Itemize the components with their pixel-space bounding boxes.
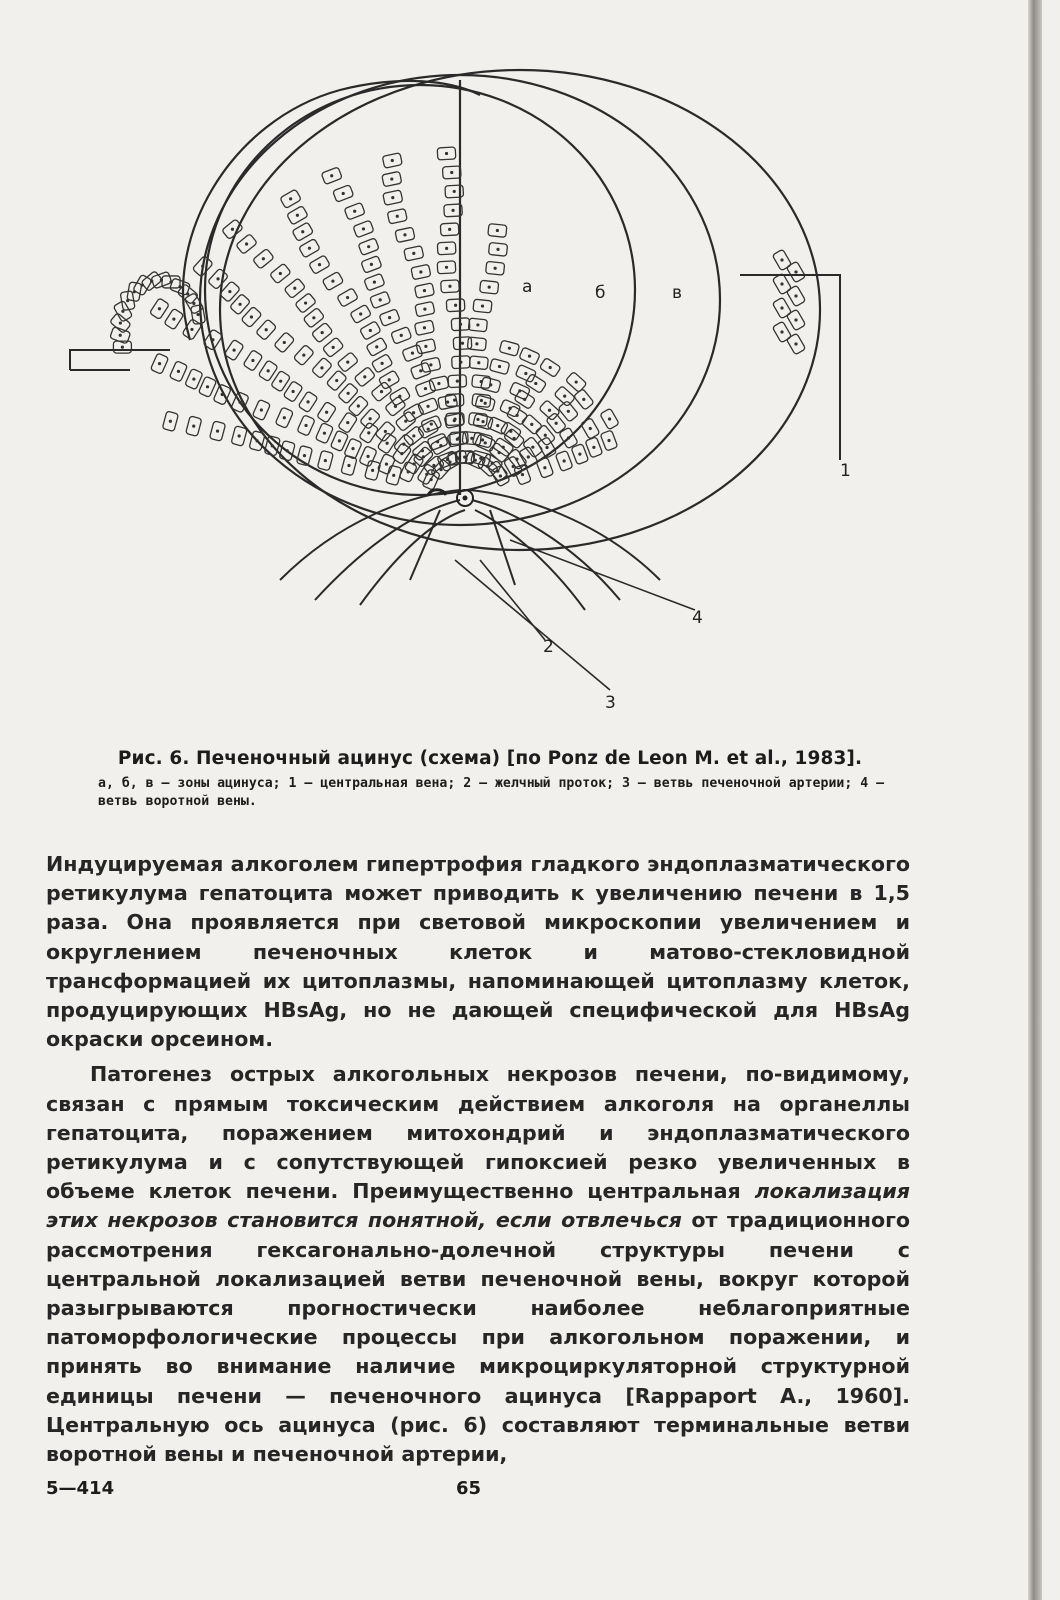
hepatocyte-nucleus: [283, 416, 286, 419]
hepatocyte-nucleus: [794, 318, 797, 321]
hepatocyte-nucleus: [780, 330, 783, 333]
hepatocyte-nucleus: [411, 351, 414, 354]
hepatocyte-nucleus: [392, 474, 395, 477]
central-vein-dot: [463, 496, 468, 501]
hepatocyte-nucleus: [424, 345, 427, 348]
hepatocyte-nucleus: [424, 387, 427, 390]
caption-legend: а, б, в — зоны ацинуса; 1 — центральная вена; 2 — желчный проток; 3 — ветвь печеночной артерии; 4 — ветвь воротной вены.: [98, 776, 885, 809]
hepatocyte-nucleus: [445, 266, 448, 269]
hepatocyte-nucleus: [385, 462, 388, 465]
hepatocyte-nucleus: [496, 248, 499, 251]
hepatocyte-nucleus: [320, 366, 323, 369]
hepatocyte-nucleus: [186, 292, 189, 295]
hepatocyte-nucleus: [308, 247, 311, 250]
hepatocyte-nucleus: [391, 159, 394, 162]
hepatocyte-nucleus: [607, 439, 610, 442]
hepatocyte-nucleus: [515, 414, 518, 417]
hepatocyte-nucleus: [279, 380, 282, 383]
caption-title: Рис. 6. Печеночный ацинус (схема) [по Ponz de Leon M. et al., 1983].: [117, 748, 863, 769]
hepatocyte-nucleus: [567, 436, 570, 439]
hepatocyte-nucleus: [347, 464, 350, 467]
hepatocyte-nucleus: [391, 196, 394, 199]
hepatocyte-nucleus: [318, 263, 321, 266]
hepatocyte-nucleus: [578, 453, 581, 456]
hepatocyte-nucleus: [346, 421, 349, 424]
hepatocyte-nucleus: [271, 444, 274, 447]
hepatocyte-nucleus: [530, 423, 533, 426]
hepatocyte-nucleus: [228, 290, 231, 293]
hepatocyte-nucleus: [484, 402, 487, 405]
hepatocyte-nucleus: [456, 380, 459, 383]
hepatocyte-nucleus: [342, 192, 345, 195]
number-label-4: 4: [692, 608, 703, 628]
hepatocyte-nucleus: [201, 265, 204, 268]
acinus-diagram: [40, 40, 940, 740]
hepatocyte-nucleus: [330, 174, 333, 177]
hepatocyte-nucleus: [347, 392, 350, 395]
hepatocyte-nucleus: [545, 446, 548, 449]
hepatocyte-nucleus: [177, 370, 180, 373]
hepatocyte-nucleus: [369, 417, 372, 420]
hepatocyte-nucleus: [211, 338, 214, 341]
zone-label-a: а: [522, 277, 533, 297]
number-label-3: 3: [605, 693, 616, 713]
hepatocyte-nucleus: [192, 302, 195, 305]
page-number: 65: [456, 1478, 482, 1499]
hepatocyte-nucleus: [534, 382, 537, 385]
printer-signature: 5—414: [46, 1478, 115, 1499]
hepatocyte-nucleus: [527, 455, 530, 458]
hepatocyte-nucleus: [262, 257, 265, 260]
hepatocyte-nucleus: [543, 466, 546, 469]
hepatocyte-nucleus: [331, 279, 334, 282]
hepatocyte-nucleus: [192, 377, 195, 380]
paragraph-2-start: Патогенез острых алкогольных некрозов печени, по-видимому, связан с прямым токсическим действием алкоголя на органеллы гепатоцита, поражением митохондрий и эндоплазматического ретикулума и с сопутствующей гипоксией резко увеличенных в объеме клеток печени. Преимущественно центральная: [46, 1062, 910, 1204]
hepatocyte-nucleus: [238, 401, 241, 404]
hepatocyte-nucleus: [251, 359, 254, 362]
hepatocyte-nucleus: [293, 287, 296, 290]
hepatocyte-nucleus: [549, 366, 552, 369]
hepatocyte-nucleus: [437, 382, 440, 385]
hepatocyte-nucleus: [238, 303, 241, 306]
hepatocyte-nucleus: [206, 385, 209, 388]
hepatocyte-nucleus: [279, 272, 282, 275]
hepatocyte-nucleus: [172, 317, 175, 320]
hepatocyte-nucleus: [794, 270, 797, 273]
hepatocyte-nucleus: [400, 334, 403, 337]
hepatocyte-nucleus: [381, 362, 384, 365]
zone-label-b: б: [595, 283, 606, 303]
hepatocyte-nucleus: [508, 347, 511, 350]
hepatocyte-nucleus: [216, 277, 219, 280]
hepatocyte-nucleus: [403, 233, 406, 236]
hepatocyte-nucleus: [412, 252, 415, 255]
hepatocyte-nucleus: [575, 380, 578, 383]
hepatocyte-nucleus: [370, 263, 373, 266]
hepatocyte-nucleus: [454, 304, 457, 307]
hepatocyte-nucleus: [582, 398, 585, 401]
hepatocyte-nucleus: [563, 459, 566, 462]
hepatocyte-nucleus: [232, 349, 235, 352]
hepatocyte-nucleus: [412, 411, 415, 414]
hepatocyte-nucleus: [256, 439, 259, 442]
hepatocyte-nucleus: [121, 346, 124, 349]
hepatocyte-nucleus: [432, 464, 435, 467]
hepatocyte-nucleus: [498, 365, 501, 368]
hepatocyte-nucleus: [119, 321, 122, 324]
hepatocyte-nucleus: [476, 323, 479, 326]
hepatocyte-nucleus: [119, 334, 122, 337]
number-label-1: 1: [840, 461, 851, 481]
hepatocyte-nucleus: [158, 307, 161, 310]
hepatocyte-nucleus: [388, 378, 391, 381]
hepatocyte-nucleus: [548, 409, 551, 412]
hepatocyte-nucleus: [453, 418, 456, 421]
hepatocyte-nucleus: [192, 425, 195, 428]
hepatocyte-nucleus: [794, 294, 797, 297]
hepatocyte-nucleus: [489, 383, 492, 386]
hepatocyte-nucleus: [445, 247, 448, 250]
paragraph-2: [46, 1060, 910, 1469]
hepatocyte-nucleus: [476, 418, 479, 421]
hepatocyte-nucleus: [461, 342, 464, 345]
hepatocyte-nucleus: [231, 228, 234, 231]
hepatocyte-nucleus: [221, 393, 224, 396]
hepatocyte-nucleus: [396, 215, 399, 218]
hepatocyte-nucleus: [474, 459, 477, 462]
hepatocyte-nucleus: [499, 474, 502, 477]
hepatocyte-nucleus: [780, 306, 783, 309]
hepatocyte-nucleus: [346, 296, 349, 299]
hepatocyte-nucleus: [351, 447, 354, 450]
hepatocyte-nucleus: [453, 190, 456, 193]
hepatocyte-nucleus: [363, 375, 366, 378]
hepatocyte-nucleus: [457, 436, 460, 439]
hepatocyte-nucleus: [448, 285, 451, 288]
hepatocyte-nucleus: [296, 214, 299, 217]
hepatocyte-nucleus: [289, 197, 292, 200]
hepatocyte-nucleus: [445, 152, 448, 155]
hepatocyte-nucleus: [496, 424, 499, 427]
hepatocyte-nucleus: [531, 446, 534, 449]
hepatocyte-nucleus: [481, 304, 484, 307]
hepatocyte-nucleus: [323, 432, 326, 435]
hepatocyte-nucleus: [521, 473, 524, 476]
hepatocyte-nucleus: [453, 399, 456, 402]
hepatocyte-nucleus: [245, 242, 248, 245]
hepatocyte-nucleus: [367, 431, 370, 434]
hepatocyte-nucleus: [563, 395, 566, 398]
hepatocyte-nucleus: [421, 449, 424, 452]
hepatocyte-nucleus: [451, 209, 454, 212]
hepatocyte-nucleus: [390, 177, 393, 180]
hepatocyte-nucleus: [338, 439, 341, 442]
hepatocyte-nucleus: [427, 428, 430, 431]
figure-caption: [80, 748, 900, 811]
hepatocyte-nucleus: [426, 405, 429, 408]
hepatocyte-nucleus: [480, 399, 483, 402]
hepatocyte-nucleus: [523, 398, 526, 401]
hepatocyte-nucleus: [169, 420, 172, 423]
hepatocyte-nucleus: [366, 455, 369, 458]
hepatocyte-nucleus: [423, 326, 426, 329]
hepatocyte-nucleus: [312, 316, 315, 319]
hepatocyte-nucleus: [369, 329, 372, 332]
hepatocyte-nucleus: [484, 441, 487, 444]
hepatocyte-nucleus: [589, 427, 592, 430]
number-label-2: 2: [543, 637, 554, 657]
hepatocyte-nucleus: [267, 369, 270, 372]
hepatocyte-nucleus: [386, 442, 389, 445]
right-connector: [740, 275, 840, 460]
hepatocyte-nucleus: [291, 390, 294, 393]
zone-label-v: в: [672, 283, 683, 303]
hepatocyte-nucleus: [512, 465, 515, 468]
hepatocyte-nucleus: [216, 429, 219, 432]
leader-4: [510, 540, 695, 610]
hepatocyte-nucleus: [304, 424, 307, 427]
hepatocyte-nucleus: [544, 434, 547, 437]
hepatocyte-nucleus: [494, 267, 497, 270]
hepatocyte-nucleus: [567, 410, 570, 413]
hepatocyte-nucleus: [412, 434, 415, 437]
hepatocyte-nucleus: [286, 449, 289, 452]
acinus-figure: [40, 40, 940, 740]
hepatocyte-nucleus: [592, 446, 595, 449]
paragraph-1: Индуцируемая алкоголем гипертрофия гладкого эндоплазматического ретикулума гепатоцита может приводить к увеличению печени в 1,5 раза. Она проявляется при световой микроскопии увеличением и округлением печеночных клеток и матово-стекловидной трансформацией их цитоплазмы, напоминающей цитоплазму клеток, продуцирующих HBsAg, но не дающей специфической для HBsAg окраски орсеином.: [46, 852, 910, 1052]
hepatocyte-nucleus: [555, 422, 558, 425]
hepatocyte-nucleus: [367, 245, 370, 248]
hepatocyte-nucleus: [513, 437, 516, 440]
hepatocyte-nucleus: [423, 308, 426, 311]
hepatocyte-nucleus: [388, 316, 391, 319]
hepatocyte-nucleus: [325, 411, 328, 414]
hepatocyte-nucleus: [335, 379, 338, 382]
hepatocyte-nucleus: [306, 400, 309, 403]
acinus-outer-boundary: [220, 70, 820, 550]
hepatocyte-nucleus: [238, 434, 241, 437]
hepatocyte-nucleus: [332, 346, 335, 349]
hepatocyte-nucleus: [260, 408, 263, 411]
hepatocyte-nucleus: [780, 258, 783, 261]
hepatocyte-nucleus: [353, 210, 356, 213]
hepatocyte-nucleus: [608, 417, 611, 420]
hepatocyte-nucleus: [357, 404, 360, 407]
vessel-left-outer: [280, 490, 460, 580]
hepatocyte-nucleus: [446, 400, 449, 403]
hepatocyte-nucleus: [371, 469, 374, 472]
hepatocyte-nucleus: [481, 438, 484, 441]
hepatocyte-nucleus: [413, 462, 416, 465]
hepatocyte-nucleus: [436, 440, 439, 443]
hepatocyte-nucleus: [419, 270, 422, 273]
hepatocyte-nucleus: [459, 323, 462, 326]
paragraph-2-end: от традиционного рассмотрения гексагонально-долечной структуры печени с центральной локализацией ветви печеночной вены, вокруг которой разыгрываются прогностически наиболее неблагоприятные патоморфологические процессы при алкогольном поражении, и принять во внимание наличие микроциркуляторной структурной единицы печени — печеночного ацинуса [Rappaport A., 1960]. Центральную ось ацинуса (рис. 6) составляют терминальные ветви воротной вены и печеночной артерии,: [46, 1208, 910, 1467]
paragraph-2-italic: локализация этих некрозов становится понятной, если отвлечься: [46, 1179, 910, 1233]
hepatocyte-nucleus: [375, 345, 378, 348]
hepatocyte-nucleus: [430, 422, 433, 425]
hepatocyte-nucleus: [419, 369, 422, 372]
hepatocyte-nucleus: [380, 390, 383, 393]
hepatocyte-nucleus: [190, 328, 193, 331]
hepatocyte-nucleus: [373, 281, 376, 284]
hepatocyte-nucleus: [475, 342, 478, 345]
hepatocyte-nucleus: [429, 363, 432, 366]
hepatocyte-nucleus: [384, 430, 387, 433]
hepatocyte-nucleus: [303, 454, 306, 457]
hepatocyte-nucleus: [488, 286, 491, 289]
hepatocyte-nucleus: [196, 313, 199, 316]
hepatocyte-nucleus: [304, 301, 307, 304]
hepatocyte-nucleus: [528, 355, 531, 358]
hepatocyte-nucleus: [496, 229, 499, 232]
page-edge-shadow: [1028, 0, 1042, 1600]
hepatocyte-nucleus: [448, 228, 451, 231]
hepatocyte-nucleus: [459, 361, 462, 364]
hepatocyte-nucleus: [450, 171, 453, 174]
hepatocyte-nucleus: [498, 451, 501, 454]
hepatocyte-nucleus: [780, 282, 783, 285]
hepatocyte-nucleus: [496, 469, 499, 472]
hepatocyte-nucleus: [250, 315, 253, 318]
hepatocyte-nucleus: [346, 361, 349, 364]
hepatocyte-nucleus: [398, 395, 401, 398]
hepatocyte-nucleus: [359, 312, 362, 315]
leader-3: [455, 560, 610, 690]
hepatocyte-nucleus: [423, 289, 426, 292]
hepatocyte-nucleus: [379, 298, 382, 301]
hepatocyte-nucleus: [158, 362, 161, 365]
hepatocyte-nucleus: [794, 342, 797, 345]
hepatocyte-nucleus: [524, 372, 527, 375]
hepatocyte-nucleus: [362, 227, 365, 230]
hepatocyte-nucleus: [265, 328, 268, 331]
hepatocyte-nucleus: [283, 341, 286, 344]
hepatocyte-nucleus: [324, 459, 327, 462]
hepatocyte-nucleus: [481, 420, 484, 423]
hepatocyte-nucleus: [477, 361, 480, 364]
hepatocyte-nucleus: [321, 331, 324, 334]
hepatocyte-nucleus: [402, 443, 405, 446]
body-text: [46, 850, 910, 1469]
hepatocyte-nucleus: [301, 230, 304, 233]
hepatocyte-nucleus: [302, 354, 305, 357]
